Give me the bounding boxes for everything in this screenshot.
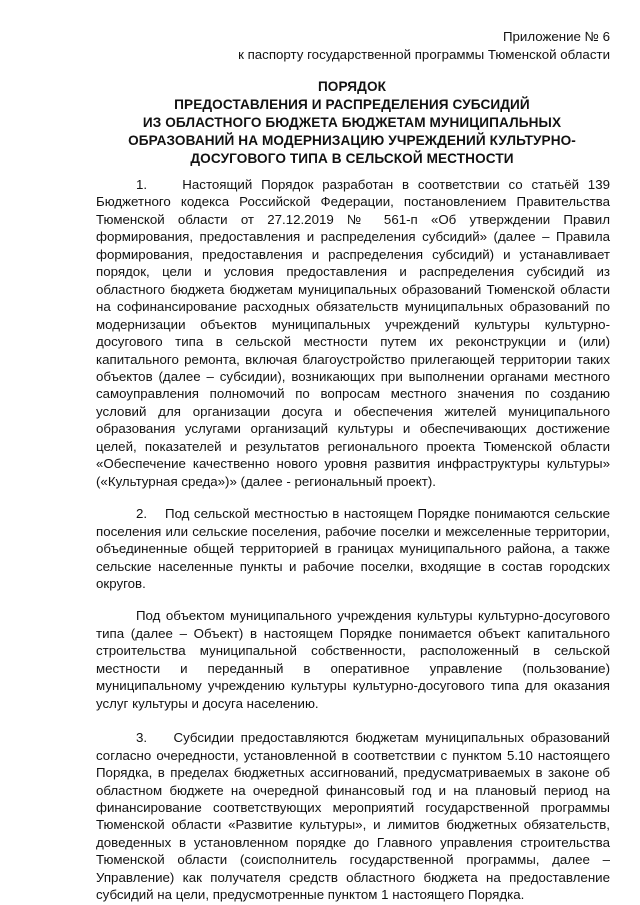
paragraph-3: 3. Субсидии предоставляются бюджетам муниципальных образований согласно очередности, установленной в соответствии с пунктом 5.10 настоящего Порядка, в пределах бюджетных ассигнований, предусматриваемых в законе об областном бюджете на очередной финансовый год и на плановый период на финансирование соответствующих мероприятий государственной программы Тюменской области «Развитие культуры», и лимитов бюджетных обязательств, доведенных в установленном порядке до Главного управления строительства Тюменской области (соисполнитель государственной программы, далее – Управление) как получателя средств областного бюджета на предоставление субсидий на цели, предусмотренные пунктом 1 настоящего Порядка. bbox=[96, 730, 610, 903]
paragraph-2: 2. Под сельской местностью в настоящем Порядке понимаются сельские поселения или сельские поселения, рабочие поселки и межселенные территории, объединенные общей территорией в границах муниципального района, а также сельские населенные пункты и рабочие поселки, входящие в состав городских округов. bbox=[96, 506, 610, 591]
appendix-header bbox=[238, 28, 610, 64]
document-title bbox=[96, 78, 608, 168]
document-body bbox=[96, 176, 610, 904]
paragraph-1: 1. Настоящий Порядок разработан в соответствии со статьёй 139 Бюджетного кодекса Российской Федерации, постановлением Правительства Тюменской области от 27.12.2019 № 561-п «Об утверждении Правил формирования, предоставления и распределения субсидий» (далее – Правила формирования, предоставления и распределения субсидий) и устанавливает порядок, цели и условия предоставления и распределения субсидий из областного бюджета бюджетам муниципальных образований Тюменской области на софинансирование расходных обязательств муниципальных образований по модернизации объектов муниципальных учреждений культуры культурно-досугового типа в сельской местности путем их реконструкции и (или) капитального ремонта, включая благоустройство прилегающей территории таких объектов (далее – субсидии), возникающих при выполнении органами местного самоуправления полномочий по вопросам местного значения по созданию условий для организации досуга и обеспечения жителей муниципального образования услугами организаций культуры и обеспечивающих достижение целей, показателей и результатов регионального проекта Тюменской области «Обеспечение качественно нового уровня развития инфраструктуры культуры» («Культурная среда»)» (далее - региональный проект). bbox=[96, 177, 610, 489]
appendix-number: Приложение № 6 bbox=[502, 29, 610, 44]
title-line: ПОРЯДОК bbox=[317, 79, 387, 94]
title-line: ПРЕДОСТАВЛЕНИЯ И РАСПРЕДЕЛЕНИЯ СУБСИДИЙ bbox=[174, 97, 530, 112]
title-line: ОБРАЗОВАНИЙ НА МОДЕРНИЗАЦИЮ УЧРЕЖДЕНИЙ КУЛЬТУРНО- bbox=[128, 133, 576, 148]
title-line: ИЗ ОБЛАСТНОГО БЮДЖЕТА БЮДЖЕТАМ МУНИЦИПАЛЬНЫХ bbox=[142, 115, 562, 130]
appendix-subtitle: к паспорту государственной программы Тюменской области bbox=[238, 47, 610, 62]
paragraph-object-definition: Под объектом муниципального учреждения культуры культурно-досугового типа (далее – Объект) в настоящем Порядке понимается объект капитального строительства муниципальной собственности, расположенный в сельской местности и переданный в оперативное управление (пользование) муниципальному учреждению культуры культурно-досугового типа для оказания услуг культуры и досуга населению. bbox=[96, 608, 610, 711]
title-line: ДОСУГОВОГО ТИПА В СЕЛЬСКОЙ МЕСТНОСТИ bbox=[190, 151, 514, 166]
